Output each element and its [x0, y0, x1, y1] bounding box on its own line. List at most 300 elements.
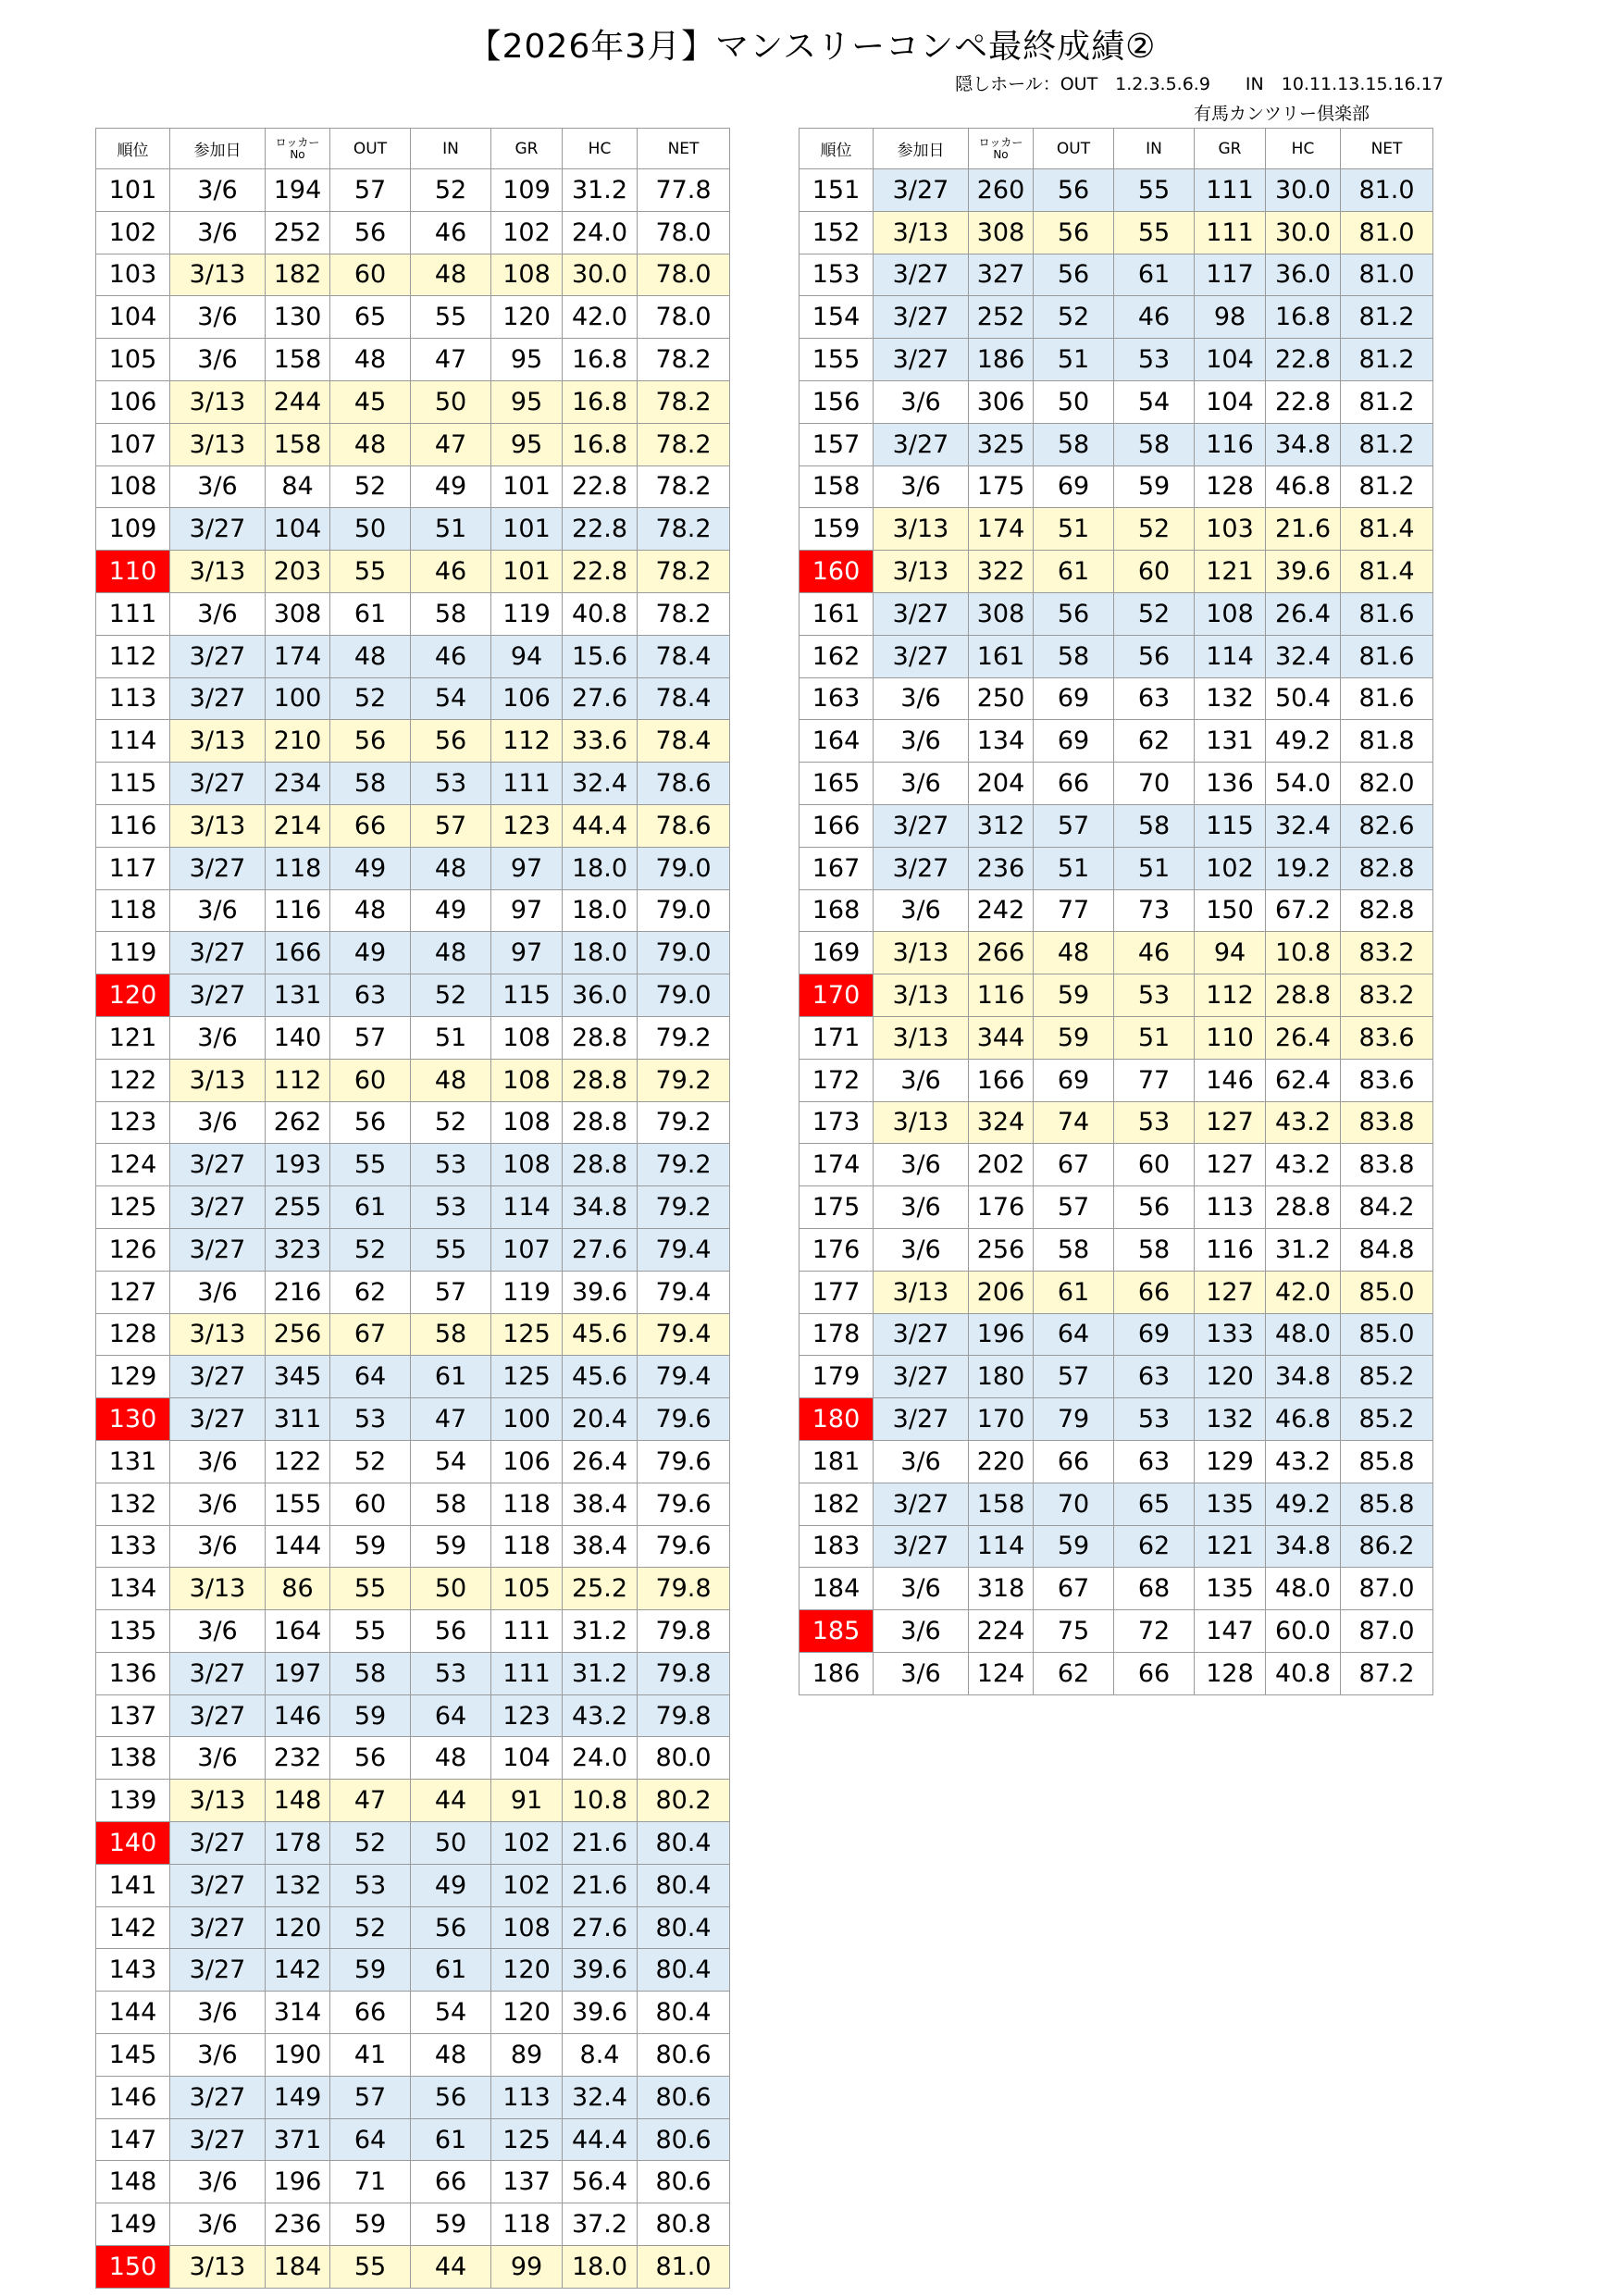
- cell-in: 53: [1114, 339, 1195, 381]
- cell-out: 57: [330, 1016, 411, 1059]
- cell-net: 80.6: [638, 2161, 730, 2203]
- cell-in: 52: [1114, 592, 1195, 635]
- cell-out: 70: [1034, 1483, 1114, 1525]
- cell-in: 63: [1114, 1440, 1195, 1483]
- cell-rank: 160: [800, 551, 874, 593]
- cell-rank: 115: [96, 763, 170, 805]
- cell-net: 78.2: [638, 508, 730, 551]
- cell-out: 57: [330, 2076, 411, 2118]
- cell-in: 56: [411, 1610, 491, 1653]
- cell-in: 52: [1114, 508, 1195, 551]
- cell-date: 3/13: [874, 974, 969, 1017]
- cell-gr: 119: [491, 592, 563, 635]
- cell-rank: 132: [96, 1483, 170, 1525]
- col-header-locker: [266, 129, 330, 169]
- cell-in: 48: [411, 1059, 491, 1101]
- cell-date: 3/27: [170, 932, 266, 974]
- cell-locker: 236: [969, 847, 1034, 889]
- cell-date: 3/6: [170, 296, 266, 339]
- cell-hc: 22.8: [563, 551, 638, 593]
- cell-net: 83.6: [1341, 1059, 1433, 1101]
- cell-locker: 174: [266, 635, 330, 677]
- table-row: [800, 763, 1433, 805]
- cell-locker: 144: [266, 1525, 330, 1568]
- cell-in: 47: [411, 339, 491, 381]
- cell-in: 58: [411, 1313, 491, 1356]
- cell-hc: 22.8: [1266, 380, 1341, 423]
- cell-hc: 31.2: [563, 1610, 638, 1653]
- cell-out: 55: [330, 551, 411, 593]
- cell-gr: 114: [1195, 635, 1266, 677]
- cell-gr: 100: [491, 1398, 563, 1441]
- cell-hc: 34.8: [1266, 1525, 1341, 1568]
- cell-net: 82.8: [1341, 889, 1433, 932]
- cell-date: 3/27: [170, 1652, 266, 1694]
- table-row: [96, 1101, 730, 1144]
- table-row: [96, 1992, 730, 2034]
- cell-gr: 94: [491, 635, 563, 677]
- cell-in: 50: [411, 1822, 491, 1865]
- cell-gr: 111: [491, 1652, 563, 1694]
- table-row: [96, 804, 730, 847]
- cell-locker: 114: [969, 1525, 1034, 1568]
- cell-locker: 166: [969, 1059, 1034, 1101]
- cell-hc: 30.0: [1266, 169, 1341, 212]
- cell-net: 78.0: [638, 254, 730, 296]
- table-row: [96, 1271, 730, 1313]
- cell-in: 53: [411, 1186, 491, 1229]
- table-row: [96, 1398, 730, 1441]
- cell-rank: 173: [800, 1101, 874, 1144]
- cell-locker: 180: [969, 1356, 1034, 1398]
- cell-hc: 50.4: [1266, 677, 1341, 720]
- cell-rank: 145: [96, 2034, 170, 2077]
- col-header-date: 参加日: [874, 129, 969, 169]
- cell-hc: 16.8: [563, 423, 638, 465]
- cell-in: 59: [1114, 465, 1195, 508]
- cell-net: 78.2: [638, 551, 730, 593]
- table-row: [96, 635, 730, 677]
- cell-rank: 177: [800, 1271, 874, 1313]
- cell-net: 78.0: [638, 296, 730, 339]
- cell-hc: 27.6: [563, 1906, 638, 1949]
- cell-rank: 163: [800, 677, 874, 720]
- cell-date: 3/13: [874, 508, 969, 551]
- cell-date: 3/6: [170, 592, 266, 635]
- cell-net: 81.6: [1341, 592, 1433, 635]
- cell-hc: 56.4: [563, 2161, 638, 2203]
- cell-in: 53: [1114, 1101, 1195, 1144]
- cell-out: 56: [330, 211, 411, 254]
- cell-in: 53: [411, 1144, 491, 1186]
- cell-in: 48: [411, 254, 491, 296]
- cell-out: 48: [330, 423, 411, 465]
- table-row: [96, 1610, 730, 1653]
- cell-gr: 115: [491, 974, 563, 1017]
- table-row: [800, 847, 1433, 889]
- cell-hc: 48.0: [1266, 1568, 1341, 1610]
- cell-rank: 125: [96, 1186, 170, 1229]
- cell-rank: 169: [800, 932, 874, 974]
- cell-date: 3/27: [170, 1356, 266, 1398]
- cell-locker: 252: [969, 296, 1034, 339]
- cell-hc: 28.8: [1266, 1186, 1341, 1229]
- table-row: [96, 847, 730, 889]
- cell-in: 58: [1114, 423, 1195, 465]
- cell-date: 3/27: [170, 1398, 266, 1441]
- table-row: [800, 169, 1433, 212]
- cell-rank: 142: [96, 1906, 170, 1949]
- cell-net: 79.4: [638, 1313, 730, 1356]
- table-row: [96, 1780, 730, 1822]
- cell-out: 77: [1034, 889, 1114, 932]
- cell-out: 74: [1034, 1101, 1114, 1144]
- cell-gr: 112: [1195, 974, 1266, 1017]
- cell-in: 56: [411, 2076, 491, 2118]
- cell-out: 66: [330, 804, 411, 847]
- cell-in: 53: [1114, 1398, 1195, 1441]
- cell-out: 52: [330, 1440, 411, 1483]
- cell-gr: 107: [491, 1228, 563, 1271]
- cell-out: 79: [1034, 1398, 1114, 1441]
- cell-rank: 133: [96, 1525, 170, 1568]
- cell-locker: 314: [266, 1992, 330, 2034]
- table-row: [800, 1144, 1433, 1186]
- cell-net: 84.2: [1341, 1186, 1433, 1229]
- table-row: [800, 339, 1433, 381]
- cell-in: 46: [411, 551, 491, 593]
- cell-gr: 108: [491, 1059, 563, 1101]
- table-row: [800, 296, 1433, 339]
- cell-rank: 172: [800, 1059, 874, 1101]
- cell-rank: 183: [800, 1525, 874, 1568]
- col-header-locker-line2: No: [993, 147, 1009, 161]
- cell-gr: 121: [1195, 1525, 1266, 1568]
- cell-in: 59: [411, 2203, 491, 2246]
- cell-in: 56: [411, 720, 491, 763]
- cell-net: 87.0: [1341, 1568, 1433, 1610]
- cell-out: 59: [330, 1949, 411, 1992]
- table-row: [800, 720, 1433, 763]
- cell-net: 78.4: [638, 720, 730, 763]
- cell-date: 3/6: [170, 1483, 266, 1525]
- cell-locker: 104: [266, 508, 330, 551]
- cell-locker: 210: [266, 720, 330, 763]
- cell-out: 56: [1034, 592, 1114, 635]
- cell-net: 80.4: [638, 1864, 730, 1906]
- cell-date: 3/6: [874, 380, 969, 423]
- col-header-locker-line1: ロッカー: [978, 135, 1023, 149]
- cell-gr: 103: [1195, 508, 1266, 551]
- table-row: [96, 1356, 730, 1398]
- cell-in: 53: [411, 1652, 491, 1694]
- cell-hc: 28.8: [563, 1016, 638, 1059]
- cell-hc: 32.4: [563, 2076, 638, 2118]
- cell-gr: 117: [1195, 254, 1266, 296]
- cell-in: 72: [1114, 1610, 1195, 1653]
- cell-gr: 120: [491, 1949, 563, 1992]
- cell-gr: 111: [491, 1610, 563, 1653]
- cell-hc: 46.8: [1266, 1398, 1341, 1441]
- cell-gr: 104: [1195, 380, 1266, 423]
- cell-locker: 234: [266, 763, 330, 805]
- cell-out: 58: [1034, 423, 1114, 465]
- cell-hc: 43.2: [563, 1694, 638, 1737]
- cell-net: 79.6: [638, 1525, 730, 1568]
- cell-net: 78.2: [638, 465, 730, 508]
- cell-in: 58: [1114, 1228, 1195, 1271]
- cell-locker: 142: [266, 1949, 330, 1992]
- cell-net: 78.0: [638, 211, 730, 254]
- cell-in: 58: [411, 1483, 491, 1525]
- table-row: [96, 380, 730, 423]
- cell-date: 3/13: [874, 1101, 969, 1144]
- table-row: [800, 1186, 1433, 1229]
- cell-in: 54: [411, 677, 491, 720]
- cell-gr: 128: [1195, 1652, 1266, 1694]
- cell-hc: 30.0: [1266, 211, 1341, 254]
- table-row: [96, 1186, 730, 1229]
- cell-date: 3/27: [874, 804, 969, 847]
- cell-net: 81.2: [1341, 465, 1433, 508]
- club-name: 有馬カンツリー倶楽部: [1193, 104, 1370, 124]
- cell-date: 3/6: [874, 889, 969, 932]
- cell-rank: 156: [800, 380, 874, 423]
- cell-rank: 144: [96, 1992, 170, 2034]
- cell-hc: 31.2: [1266, 1228, 1341, 1271]
- cell-net: 82.6: [1341, 804, 1433, 847]
- cell-gr: 120: [1195, 1356, 1266, 1398]
- cell-locker: 344: [969, 1016, 1034, 1059]
- cell-rank: 170: [800, 974, 874, 1017]
- cell-locker: 202: [969, 1144, 1034, 1186]
- cell-locker: 318: [969, 1568, 1034, 1610]
- cell-locker: 134: [969, 720, 1034, 763]
- cell-net: 85.8: [1341, 1483, 1433, 1525]
- cell-date: 3/6: [170, 1101, 266, 1144]
- cell-gr: 108: [491, 1144, 563, 1186]
- cell-in: 54: [411, 1992, 491, 2034]
- table-row: [96, 296, 730, 339]
- cell-gr: 133: [1195, 1313, 1266, 1356]
- cell-gr: 120: [491, 296, 563, 339]
- cell-net: 85.2: [1341, 1398, 1433, 1441]
- cell-locker: 112: [266, 1059, 330, 1101]
- table-row: [96, 1949, 730, 1992]
- cell-net: 85.8: [1341, 1440, 1433, 1483]
- cell-date: 3/6: [170, 1440, 266, 1483]
- cell-out: 53: [330, 1398, 411, 1441]
- cell-hc: 43.2: [1266, 1101, 1341, 1144]
- cell-date: 3/6: [874, 1652, 969, 1694]
- cell-out: 56: [330, 720, 411, 763]
- cell-date: 3/27: [874, 1525, 969, 1568]
- cell-in: 48: [411, 847, 491, 889]
- cell-gr: 132: [1195, 677, 1266, 720]
- cell-out: 69: [1034, 677, 1114, 720]
- cell-date: 3/6: [170, 1992, 266, 2034]
- cell-net: 81.2: [1341, 423, 1433, 465]
- cell-rank: 130: [96, 1398, 170, 1441]
- table-row: [800, 1398, 1433, 1441]
- results-table-left: [95, 128, 730, 2289]
- cell-net: 84.8: [1341, 1228, 1433, 1271]
- cell-date: 3/27: [170, 1228, 266, 1271]
- cell-hc: 18.0: [563, 932, 638, 974]
- cell-locker: 190: [266, 2034, 330, 2077]
- cell-out: 59: [1034, 974, 1114, 1017]
- cell-rank: 154: [800, 296, 874, 339]
- cell-locker: 216: [266, 1271, 330, 1313]
- cell-out: 50: [330, 508, 411, 551]
- col-header-out: OUT: [330, 129, 411, 169]
- cell-locker: 84: [266, 465, 330, 508]
- cell-date: 3/6: [874, 465, 969, 508]
- header-row: [96, 129, 730, 169]
- cell-hc: 34.8: [1266, 423, 1341, 465]
- cell-out: 61: [330, 1186, 411, 1229]
- cell-out: 75: [1034, 1610, 1114, 1653]
- cell-date: 3/27: [170, 1694, 266, 1737]
- cell-locker: 250: [969, 677, 1034, 720]
- cell-net: 82.8: [1341, 847, 1433, 889]
- cell-gr: 114: [491, 1186, 563, 1229]
- cell-locker: 130: [266, 296, 330, 339]
- cell-hc: 18.0: [563, 889, 638, 932]
- cell-rank: 121: [96, 1016, 170, 1059]
- cell-net: 79.2: [638, 1059, 730, 1101]
- cell-locker: 116: [266, 889, 330, 932]
- table-row: [96, 339, 730, 381]
- cell-gr: 123: [491, 804, 563, 847]
- cell-locker: 325: [969, 423, 1034, 465]
- cell-hc: 26.4: [1266, 1016, 1341, 1059]
- cell-gr: 97: [491, 932, 563, 974]
- cell-date: 3/27: [874, 339, 969, 381]
- cell-rank: 174: [800, 1144, 874, 1186]
- cell-net: 79.8: [638, 1652, 730, 1694]
- cell-gr: 111: [1195, 211, 1266, 254]
- cell-date: 3/13: [170, 380, 266, 423]
- cell-hc: 28.8: [563, 1101, 638, 1144]
- cell-date: 3/27: [170, 508, 266, 551]
- col-header-locker-line1: ロッカー: [275, 135, 320, 149]
- cell-rank: 151: [800, 169, 874, 212]
- cell-in: 47: [411, 423, 491, 465]
- cell-locker: 312: [969, 804, 1034, 847]
- cell-in: 63: [1114, 1356, 1195, 1398]
- table-row: [96, 2203, 730, 2246]
- cell-hc: 42.0: [563, 296, 638, 339]
- cell-locker: 124: [969, 1652, 1034, 1694]
- cell-in: 50: [411, 1568, 491, 1610]
- cell-net: 79.8: [638, 1568, 730, 1610]
- table-row: [800, 1228, 1433, 1271]
- cell-gr: 115: [1195, 804, 1266, 847]
- cell-hc: 16.8: [563, 380, 638, 423]
- cell-date: 3/27: [170, 677, 266, 720]
- cell-date: 3/13: [170, 1313, 266, 1356]
- cell-date: 3/6: [170, 2161, 266, 2203]
- cell-in: 52: [411, 974, 491, 1017]
- cell-hc: 39.6: [563, 1271, 638, 1313]
- cell-date: 3/6: [170, 2203, 266, 2246]
- cell-out: 61: [1034, 1271, 1114, 1313]
- cell-in: 61: [411, 1949, 491, 1992]
- cell-out: 45: [330, 380, 411, 423]
- cell-out: 60: [330, 1483, 411, 1525]
- table-row: [96, 763, 730, 805]
- cell-gr: 109: [491, 169, 563, 212]
- cell-in: 58: [1114, 804, 1195, 847]
- cell-date: 3/27: [170, 1822, 266, 1865]
- cell-gr: 108: [1195, 592, 1266, 635]
- cell-net: 78.2: [638, 380, 730, 423]
- cell-gr: 105: [491, 1568, 563, 1610]
- cell-rank: 164: [800, 720, 874, 763]
- cell-net: 79.6: [638, 1398, 730, 1441]
- cell-in: 66: [411, 2161, 491, 2203]
- cell-hc: 37.2: [563, 2203, 638, 2246]
- cell-hc: 16.8: [563, 339, 638, 381]
- cell-net: 85.2: [1341, 1356, 1433, 1398]
- cell-hc: 25.2: [563, 1568, 638, 1610]
- cell-hc: 26.4: [1266, 592, 1341, 635]
- cell-rank: 129: [96, 1356, 170, 1398]
- cell-locker: 327: [969, 254, 1034, 296]
- cell-in: 49: [411, 1864, 491, 1906]
- table-row: [800, 889, 1433, 932]
- cell-in: 60: [1114, 1144, 1195, 1186]
- cell-gr: 118: [491, 1483, 563, 1525]
- cell-locker: 116: [969, 974, 1034, 1017]
- cell-in: 46: [1114, 932, 1195, 974]
- cell-in: 54: [411, 1440, 491, 1483]
- cell-net: 80.6: [638, 2076, 730, 2118]
- cell-rank: 103: [96, 254, 170, 296]
- cell-rank: 175: [800, 1186, 874, 1229]
- cell-rank: 126: [96, 1228, 170, 1271]
- cell-date: 3/27: [874, 1483, 969, 1525]
- cell-rank: 166: [800, 804, 874, 847]
- cell-locker: 100: [266, 677, 330, 720]
- table-row: [96, 1906, 730, 1949]
- cell-in: 48: [411, 2034, 491, 2077]
- cell-hc: 36.0: [563, 974, 638, 1017]
- cell-gr: 110: [1195, 1016, 1266, 1059]
- cell-date: 3/13: [874, 1271, 969, 1313]
- cell-date: 3/6: [874, 1610, 969, 1653]
- table-row: [96, 1525, 730, 1568]
- cell-rank: 141: [96, 1864, 170, 1906]
- cell-net: 77.8: [638, 169, 730, 212]
- cell-hc: 34.8: [1266, 1356, 1341, 1398]
- cell-in: 66: [1114, 1271, 1195, 1313]
- cell-date: 3/13: [170, 551, 266, 593]
- cell-rank: 139: [96, 1780, 170, 1822]
- cell-date: 3/27: [874, 1313, 969, 1356]
- table-row: [800, 1568, 1433, 1610]
- cell-date: 3/27: [874, 296, 969, 339]
- cell-hc: 27.6: [563, 1228, 638, 1271]
- cell-gr: 135: [1195, 1568, 1266, 1610]
- cell-in: 49: [411, 889, 491, 932]
- cell-out: 61: [1034, 551, 1114, 593]
- cell-net: 78.2: [638, 423, 730, 465]
- cell-net: 87.2: [1341, 1652, 1433, 1694]
- cell-hc: 20.4: [563, 1398, 638, 1441]
- table-row: [96, 508, 730, 551]
